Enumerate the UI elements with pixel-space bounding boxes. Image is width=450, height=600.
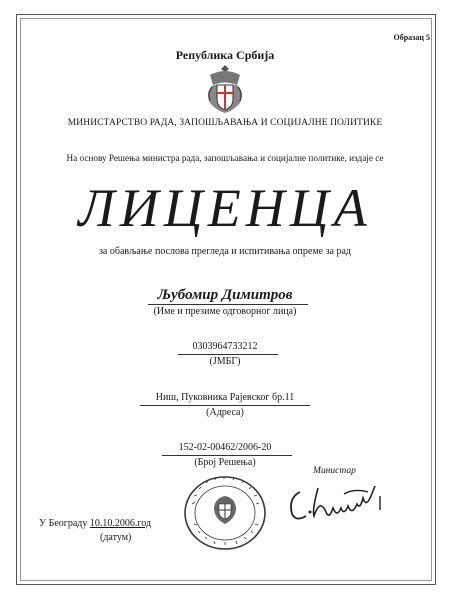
holder-name-line [148, 304, 308, 305]
jmbg-caption: (ЈМБГ) [209, 356, 241, 367]
republic-heading: Република Србија [175, 48, 275, 62]
holder-name: Љубомир Димитров [157, 287, 293, 303]
issue-date: 10.10.2006.год [89, 518, 152, 529]
decision-number-value: 152-02-00462/2006-20 [178, 442, 272, 453]
address-line [140, 405, 310, 406]
address-value: Ниш, Пуковника Рајевског бр.11 [155, 392, 295, 403]
coat-of-arms-icon [204, 63, 246, 115]
minister-signature-icon [284, 478, 398, 530]
place-date [39, 518, 151, 529]
document-title: ЛИЦЕНЦА [78, 178, 372, 238]
jmbg-line [178, 354, 278, 355]
ministry-heading: МИНИСТАРСТВО РАДА, ЗАПОШЉАВАЊА И СОЦИЈАЛНЕ ПОЛИТИКЕ [67, 118, 383, 128]
date-caption: (датум) [100, 532, 132, 543]
holder-name-caption: (Име и презиме одговорног лица) [153, 306, 297, 317]
place-prefix: У Београду [39, 518, 88, 529]
official-stamp-icon [182, 474, 268, 552]
address-caption: (Адреса) [206, 407, 244, 418]
legal-basis-text: На основу Решења министра рада, запошљавања и социјалне политике, издаје се [66, 153, 384, 163]
jmbg-value: 0303964733212 [192, 341, 258, 352]
minister-label: Министар [313, 466, 356, 476]
decision-number-caption: (Број Решења) [194, 457, 256, 468]
decision-number-line [162, 455, 292, 456]
license-purpose: за обављање послова прегледа и испитивања опреме за рад [98, 246, 352, 257]
form-number: Образац 5 [393, 33, 430, 42]
